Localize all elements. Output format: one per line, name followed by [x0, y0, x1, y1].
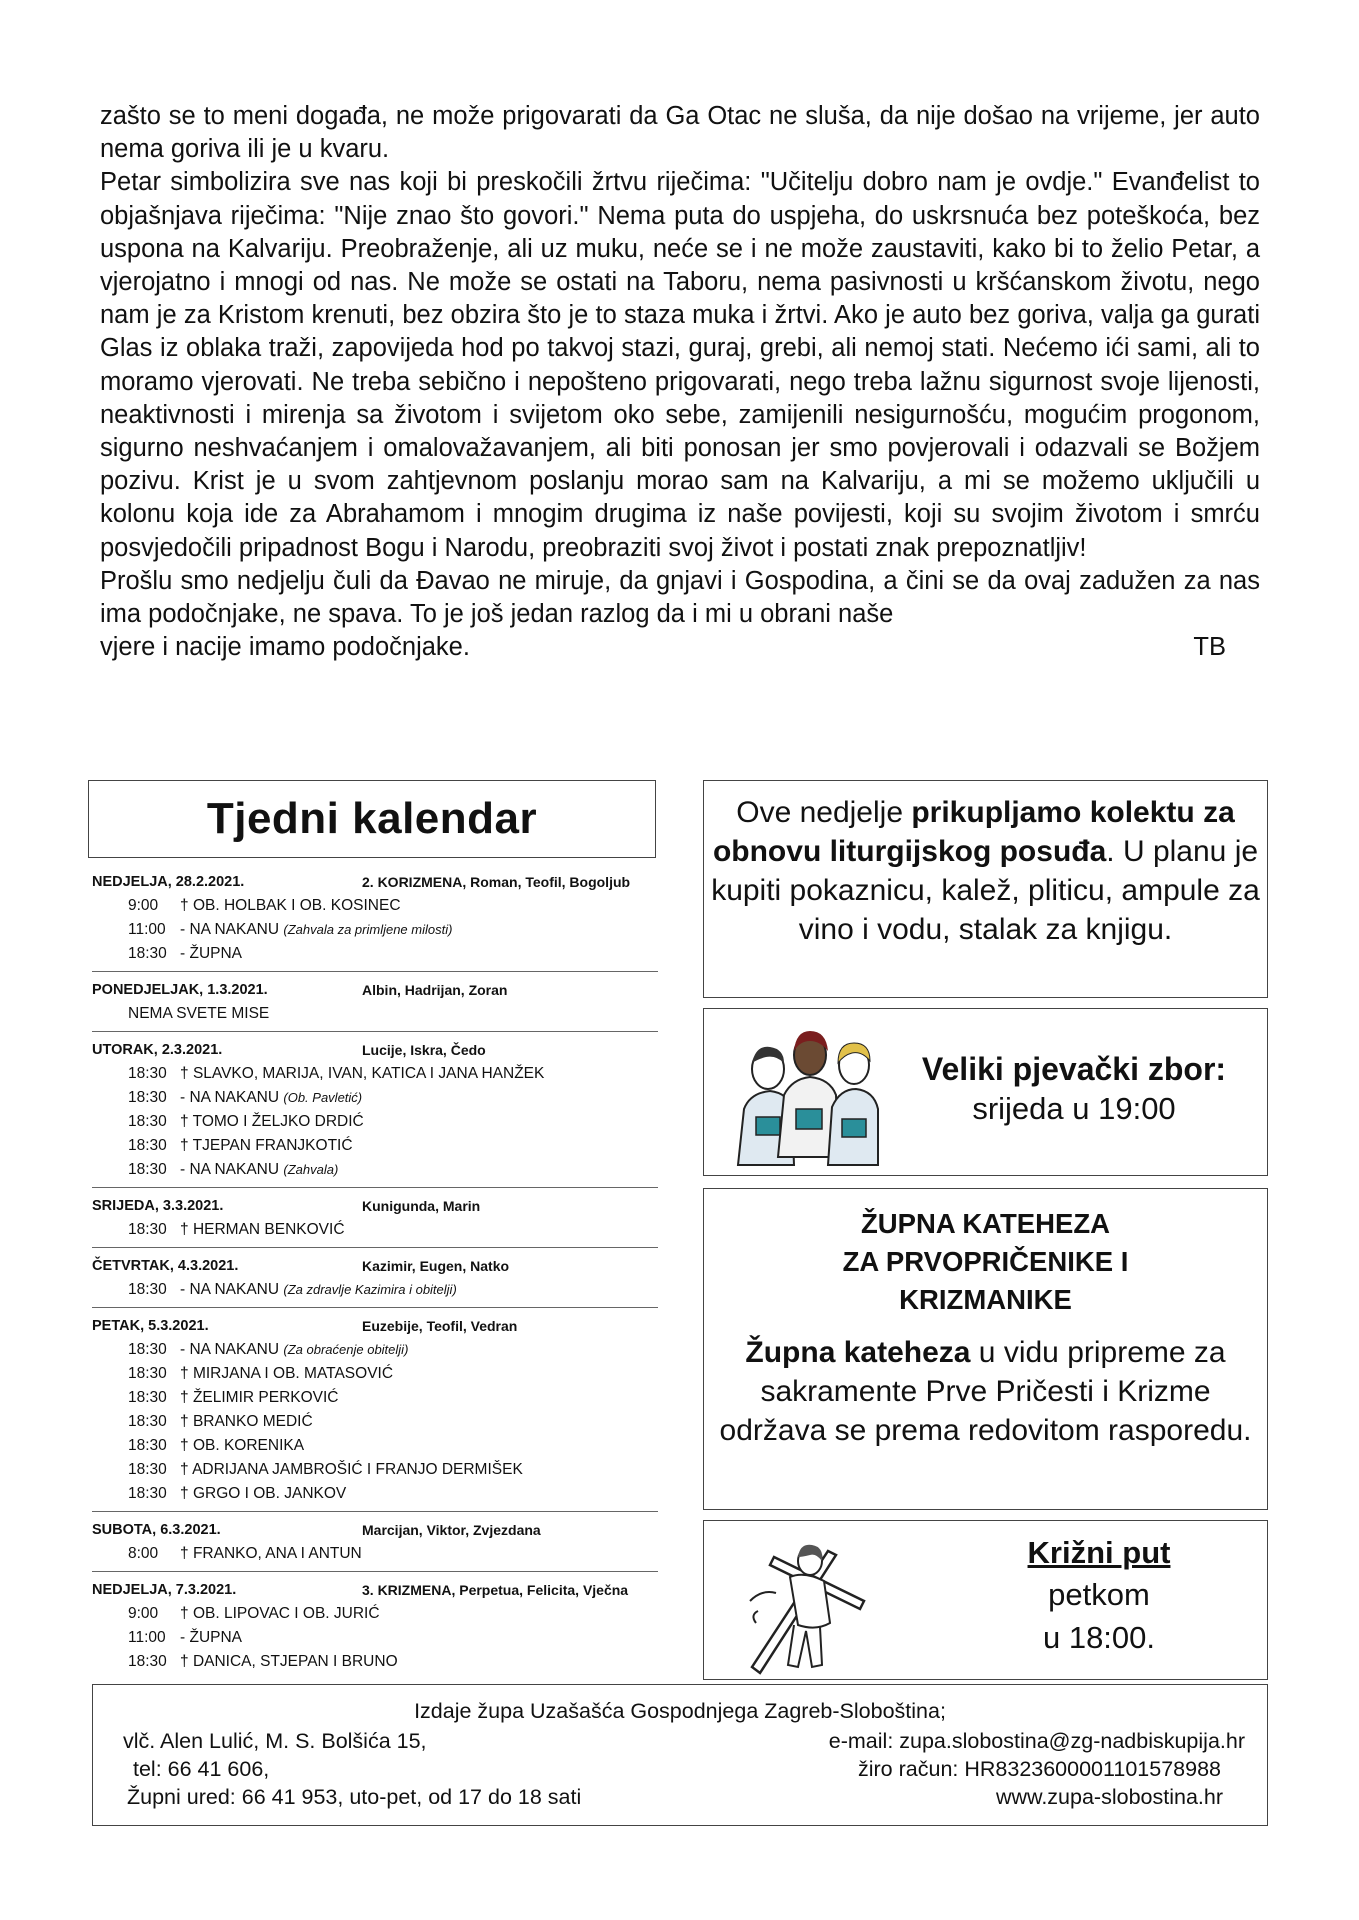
mass-time: 18:30	[128, 945, 167, 962]
calendar-day-date: SRIJEDA, 3.3.2021.	[92, 1198, 224, 1214]
calendar-day-saints: 2. KORIZMENA, Roman, Teofil, Bogoljub	[362, 874, 631, 890]
cross-symbol: †	[180, 1545, 189, 1562]
mass-time: 18:30	[128, 1113, 167, 1130]
dash-symbol: -	[180, 921, 186, 938]
mass-intention: DANICA, STJEPAN I BRUNO	[192, 1653, 398, 1670]
mass-intention: NEMA SVETE MISE	[128, 1005, 270, 1022]
mass-intention: MIRJANA I OB. MATASOVIĆ	[192, 1365, 394, 1382]
mass-entry	[92, 1626, 658, 1650]
cross-symbol: †	[180, 1113, 189, 1130]
calendar-day-date: PONEDJELJAK, 1.3.2021.	[92, 982, 268, 998]
mass-time: 18:30	[128, 1413, 167, 1430]
mass-time: 18:30	[128, 1365, 167, 1382]
mass-note: (Za zdravlje Kazimira i obitelji)	[283, 1282, 457, 1297]
mass-intention: ŽELIMIR PERKOVIĆ	[192, 1389, 339, 1406]
mass-time: 18:30	[128, 1341, 167, 1358]
cross-symbol: †	[180, 1653, 189, 1670]
calendar-day-date: ČETVRTAK, 4.3.2021.	[92, 1258, 239, 1274]
footer-publisher: Izdaje župa Uzašašća Gospodnjega Zagreb-Sloboština;	[414, 1699, 946, 1723]
mass-time: 8:00	[128, 1545, 159, 1562]
mass-entry	[92, 1062, 658, 1086]
calendar-day-header	[92, 1194, 658, 1218]
calendar-day	[92, 870, 658, 972]
mass-time: 18:30	[128, 1065, 167, 1082]
calendar-day	[92, 1194, 658, 1248]
calendar-day-header	[92, 1578, 658, 1602]
article-paragraph: Petar simbolizira sve nas koji bi preskočili žrtvu riječima: "Učitelju dobro nam je ovdje." Evanđelist to objašnjava riječima: "Nije znao što govori." Nema puta do uspjeha, do uskrsnuća bez poteškoća, bez uspona na Kalvariju. Preobraženje, ali uz muku, neće se i ne može zaustaviti, kako bi to želio Petar, a vjerojatno i mnogi od nas. Ne može se ostati na Taboru, nema pasivnosti u kršćanskom životu, nego nam je za Kristom krenuti, bez obzira što je to staza muka i žrtvi. Ako je auto bez goriva, valja ga gurati Glas iz oblaka traži, zapovijeda hod po takvoj stazi, guraj, grebi, ali nemoj stati. Nećemo ići sami, ali to moramo vjerovati. Ne treba sebično i nepošteno prigovarati, nego treba lažnu sigurnost svoje lijenosti, neaktivnosti i mirenja sa životom i svijetom oko sebe, zamijenili nesigurnošću, mogućim progonom, sigurno neshvaćanjem i omalovažavanjem, ali biti ponosan jer smo povjerovali i odazvali se Božjem pozivu. Krist je u svom zahtjevnom poslanju morao sam na Kalvariju, a mi se možemo uključili u kolonu koja ide za Abrahamom i mnogim drugima iz naše povijesti, koji su svojim životom i smrću posvjedočili pripadnost Bogu i Narodu, preobraziti svoj život i postati znak prepoznatljiv!	[100, 168, 1260, 562]
mass-entry	[92, 894, 658, 918]
cross-bearing-illustration	[732, 1527, 882, 1675]
calendar-day-saints: Euzebije, Teofil, Vedran	[362, 1318, 518, 1334]
catechesis-heading	[704, 1205, 1267, 1319]
mass-entry	[92, 942, 658, 966]
mass-intention: NA NAKANU	[189, 1161, 280, 1178]
mass-entry	[92, 1338, 658, 1362]
mass-intention: TOMO I ŽELJKO DRDIĆ	[192, 1113, 364, 1130]
dash-symbol: -	[180, 1629, 186, 1646]
catechesis-body-bold: Župna kateheza	[745, 1336, 971, 1369]
mass-time: 18:30	[128, 1281, 167, 1298]
mass-entry	[92, 1386, 658, 1410]
mass-intention: NA NAKANU	[189, 1089, 280, 1106]
mass-note: (Ob. Pavletić)	[283, 1090, 363, 1105]
cross-symbol: †	[180, 1221, 189, 1238]
dash-symbol: -	[180, 1089, 186, 1106]
calendar-day	[92, 1518, 658, 1572]
catechesis-heading-line: ZA PRVOPRIČENIKE I	[842, 1246, 1129, 1277]
calendar-day	[92, 1254, 658, 1308]
calendar-day-saints: Albin, Hadrijan, Zoran	[362, 982, 508, 998]
way-of-cross-text	[984, 1533, 1214, 1659]
way-of-cross-time: u 18:00.	[1042, 1620, 1156, 1655]
calendar-day-header	[92, 978, 658, 1002]
footer-email: e-mail: zupa.slobostina@zg-nadbiskupija.hr	[828, 1729, 1245, 1753]
way-of-cross-day: petkom	[1048, 1577, 1150, 1612]
mass-intention: HERMAN BENKOVIĆ	[192, 1221, 345, 1238]
article	[100, 100, 1260, 664]
mass-intention: GRGO I OB. JANKOV	[192, 1485, 347, 1502]
article-last-line-text: vjere i nacije imamo podočnjake.	[100, 633, 470, 662]
dash-symbol: -	[180, 945, 186, 962]
choir-title: Veliki pjevački zbor:	[921, 1051, 1227, 1087]
cross-symbol: †	[180, 1437, 189, 1454]
cross-symbol: †	[180, 1485, 189, 1502]
mass-note: (Zahvala)	[283, 1162, 339, 1177]
mass-intention: FRANKO, ANA I ANTUN	[192, 1545, 362, 1562]
mass-intention: ADRIJANA JAMBROŠIĆ I FRANJO DERMIŠEK	[192, 1461, 523, 1478]
catechesis-notice	[703, 1188, 1268, 1510]
mass-intention: OB. KORENIKA	[192, 1437, 305, 1454]
mass-time: 18:30	[128, 1137, 167, 1154]
mass-time: 9:00	[128, 1605, 159, 1622]
mass-note: (Zahvala za primljene milosti)	[283, 922, 453, 937]
mass-intention: OB. LIPOVAC I OB. JURIĆ	[192, 1605, 380, 1622]
mass-time: 18:30	[128, 1161, 167, 1178]
mass-time: 18:30	[128, 1653, 167, 1670]
mass-entry	[92, 1158, 658, 1182]
calendar-day-saints: 3. KRIZMENA, Perpetua, Felicita, Vječna	[362, 1582, 629, 1598]
mass-time: 18:30	[128, 1089, 167, 1106]
mass-entry	[92, 918, 658, 942]
calendar-day-date: SUBOTA, 6.3.2021.	[92, 1522, 221, 1538]
calendar-day	[92, 978, 658, 1032]
mass-entry	[92, 1086, 658, 1110]
weekly-calendar	[92, 870, 658, 1685]
calendar-day	[92, 1578, 658, 1679]
mass-time: 18:30	[128, 1461, 167, 1478]
article-signature: TB	[1193, 633, 1226, 662]
choir-time: srijeda u 19:00	[972, 1091, 1176, 1126]
way-of-cross-notice	[703, 1520, 1268, 1680]
cross-symbol: †	[180, 1065, 189, 1082]
mass-time: 11:00	[128, 1629, 166, 1646]
mass-intention: NA NAKANU	[189, 1341, 280, 1358]
mass-intention: SLAVKO, MARIJA, IVAN, KATICA I JANA HANŽEK	[192, 1065, 545, 1082]
mass-time: 18:30	[128, 1389, 167, 1406]
mass-entry	[92, 1650, 658, 1674]
article-paragraph: Prošlu smo nedjelju čuli da Đavao ne miruje, da gnjavi i Gospodina, a čini se da ovaj zadužen za nas ima podočnjake, ne spava. To je još jedan razlog da i mi u obrani naše	[100, 566, 1260, 629]
calendar-day-date: NEDJELJA, 28.2.2021.	[92, 874, 245, 890]
calendar-title-box	[88, 780, 656, 858]
choir-singers-illustration	[730, 1017, 880, 1167]
calendar-day-saints: Marcijan, Viktor, Zvjezdana	[362, 1522, 541, 1538]
mass-intention: OB. HOLBAK I OB. KOSINEC	[192, 897, 401, 914]
dash-symbol: -	[180, 1341, 186, 1358]
calendar-day-header	[92, 1038, 658, 1062]
mass-entry	[92, 1134, 658, 1158]
mass-intention: BRANKO MEDIĆ	[192, 1413, 313, 1430]
cross-symbol: †	[180, 1413, 189, 1430]
calendar-day-date: PETAK, 5.3.2021.	[92, 1318, 209, 1334]
calendar-day-header	[92, 870, 658, 894]
mass-time: 11:00	[128, 921, 166, 938]
calendar-day	[92, 1038, 658, 1188]
cross-symbol: †	[180, 897, 189, 914]
mass-time: 18:30	[128, 1437, 167, 1454]
collection-text-bold: prikupljamo kolektu za obnovu liturgijskog posuđa	[712, 796, 1235, 868]
cross-symbol: †	[180, 1389, 189, 1406]
mass-entry	[92, 1278, 658, 1302]
calendar-day-date: NEDJELJA, 7.3.2021.	[92, 1582, 237, 1598]
dash-symbol: -	[180, 1161, 186, 1178]
calendar-day	[92, 1314, 658, 1512]
article-paragraph: zašto se to meni događa, ne može prigovarati da Ga Otac ne sluša, da nije došao na vrijeme, jer auto nema goriva ili je u kvaru.	[100, 102, 1260, 164]
mass-entry	[92, 1602, 658, 1626]
calendar-day-date: UTORAK, 2.3.2021.	[92, 1042, 223, 1058]
mass-intention: TJEPAN FRANJKOTIĆ	[192, 1137, 353, 1154]
mass-intention: NA NAKANU	[189, 921, 280, 938]
mass-intention: ŽUPNA	[189, 1629, 243, 1646]
mass-entry	[92, 1002, 658, 1026]
calendar-title: Tjedni kalendar	[206, 794, 538, 843]
footer-website: www.zupa-slobostina.hr	[995, 1785, 1223, 1809]
mass-entry	[92, 1218, 658, 1242]
calendar-day-header	[92, 1518, 658, 1542]
mass-entry	[92, 1410, 658, 1434]
mass-entry	[92, 1362, 658, 1386]
mass-entry	[92, 1110, 658, 1134]
footer-office: Župni ured: 66 41 953, uto-pet, od 17 do 18 sati	[127, 1785, 582, 1809]
cross-symbol: †	[180, 1605, 189, 1622]
mass-time: 9:00	[128, 897, 159, 914]
calendar-day-saints: Kunigunda, Marin	[362, 1198, 481, 1214]
catechesis-heading-line: ŽUPNA KATEHEZA	[860, 1208, 1111, 1239]
mass-entry	[92, 1542, 658, 1566]
publisher-footer	[92, 1684, 1268, 1826]
mass-entry	[92, 1482, 658, 1506]
catechesis-body	[704, 1333, 1267, 1450]
mass-entry	[92, 1458, 658, 1482]
mass-intention: NA NAKANU	[189, 1281, 280, 1298]
calendar-day-header	[92, 1254, 658, 1278]
collection-text-post: . U planu je kupiti pokaznicu, kalež, pliticu, ampule za vino i vodu, stalak za knjigu.	[711, 835, 1260, 946]
collection-text-pre: Ove nedjelje	[736, 796, 912, 829]
calendar-day-saints: Kazimir, Eugen, Natko	[362, 1258, 510, 1274]
mass-note: (Za obraćenje obitelji)	[283, 1342, 409, 1357]
catechesis-heading-line: KRIZMANIKE	[899, 1284, 1072, 1315]
way-of-cross-title: Križni put	[1027, 1535, 1171, 1570]
choir-notice	[703, 1008, 1268, 1176]
calendar-day-saints: Lucije, Iskra, Čedo	[362, 1042, 486, 1058]
catechesis-body-text: u vidu pripreme za sakramente Prve Pričesti i Krizme održava se prema redovitom rasporedu.	[719, 1336, 1252, 1447]
dash-symbol: -	[180, 1281, 186, 1298]
cross-symbol: †	[180, 1461, 189, 1478]
footer-tel: tel: 66 41 606,	[133, 1757, 270, 1781]
mass-time: 18:30	[128, 1485, 167, 1502]
mass-time: 18:30	[128, 1221, 167, 1238]
cross-symbol: †	[180, 1137, 189, 1154]
mass-intention: ŽUPNA	[189, 945, 243, 962]
cross-symbol: †	[180, 1365, 189, 1382]
mass-entry	[92, 1434, 658, 1458]
footer-address: vlč. Alen Lulić, M. S. Bolšića 15,	[123, 1729, 427, 1753]
choir-text	[884, 1049, 1264, 1129]
calendar-day-header	[92, 1314, 658, 1338]
collection-notice	[703, 780, 1268, 998]
article-last-line	[100, 631, 1260, 664]
footer-iban: žiro račun: HR8323600001101578988	[858, 1757, 1221, 1781]
